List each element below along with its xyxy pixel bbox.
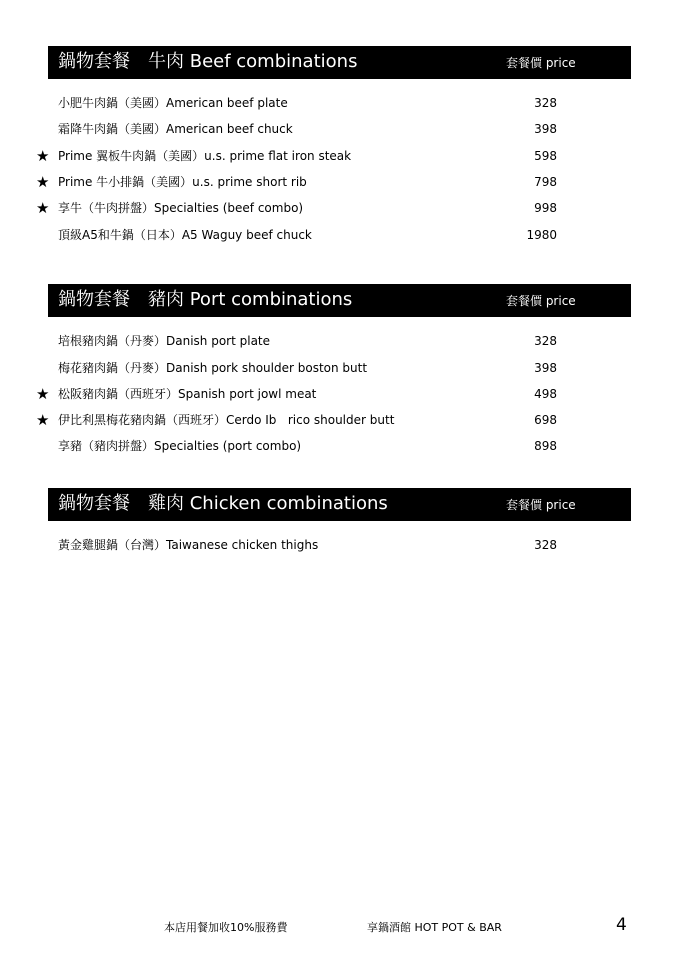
menu-item xyxy=(0,119,679,139)
item-price: 328 xyxy=(534,334,557,348)
star-icon: ★ xyxy=(36,147,50,165)
item-price: 398 xyxy=(534,361,557,375)
star-icon: ★ xyxy=(36,173,50,191)
menu-item xyxy=(0,358,679,378)
item-name: Prime 翼板牛肉鍋（美國）u.s. prime flat iron steak xyxy=(58,149,352,163)
star-icon: ★ xyxy=(36,411,50,429)
menu-item xyxy=(0,198,679,218)
item-name: 頂級A5和牛鍋（日本）A5 Waguy beef chuck xyxy=(58,228,312,242)
menu-item xyxy=(0,146,679,166)
item-price: 798 xyxy=(534,175,557,189)
item-name: 培根豬肉鍋（丹麥）Danish port plate xyxy=(58,334,271,348)
menu-item xyxy=(0,331,679,351)
item-price: 998 xyxy=(534,201,557,215)
chicken-price-label: 套餐價 price xyxy=(506,498,576,512)
service-charge-note: 本店用餐加收10%服務費 xyxy=(164,921,288,934)
page-footer xyxy=(0,917,679,941)
menu-item xyxy=(0,384,679,404)
pork-section-header xyxy=(48,284,631,317)
star-icon: ★ xyxy=(36,385,50,403)
page-number: 4 xyxy=(616,915,627,935)
item-price: 398 xyxy=(534,122,557,136)
item-name: 霜降牛肉鍋（美國）American beef chuck xyxy=(58,122,293,136)
menu-item xyxy=(0,535,679,555)
pork-section-title: 鍋物套餐 豬肉 Port combinations xyxy=(58,289,353,310)
menu-item xyxy=(0,225,679,245)
item-price: 698 xyxy=(534,413,557,427)
star-icon: ★ xyxy=(36,199,50,217)
item-name: 小肥牛肉鍋（美國）American beef plate xyxy=(58,96,288,110)
chicken-section-title: 鍋物套餐 雞肉 Chicken combinations xyxy=(58,493,388,514)
item-price: 328 xyxy=(534,538,557,552)
menu-item xyxy=(0,410,679,430)
beef-price-label: 套餐價 price xyxy=(506,56,576,70)
item-price: 498 xyxy=(534,387,557,401)
item-name: 伊比利黑梅花豬肉鍋（西班牙）Cerdo Ib rico shoulder butt xyxy=(58,413,395,427)
beef-section-header xyxy=(48,46,631,79)
item-name: 松阪豬肉鍋（西班牙）Spanish port jowl meat xyxy=(58,387,317,401)
menu-item xyxy=(0,172,679,192)
item-price: 898 xyxy=(534,439,557,453)
menu-item xyxy=(0,436,679,456)
item-price: 1980 xyxy=(526,228,557,242)
item-name: 享豬（豬肉拼盤）Specialties (port combo) xyxy=(58,439,302,453)
restaurant-brand: 享鍋酒館 HOT POT & BAR xyxy=(367,921,502,934)
chicken-section-header xyxy=(48,488,631,521)
beef-section-title: 鍋物套餐 牛肉 Beef combinations xyxy=(58,51,358,72)
item-name: 梅花豬肉鍋（丹麥）Danish pork shoulder boston butt xyxy=(58,361,368,375)
item-name: Prime 牛小排鍋（美國）u.s. prime short rib xyxy=(58,175,307,189)
pork-price-label: 套餐價 price xyxy=(506,294,576,308)
item-price: 328 xyxy=(534,96,557,110)
item-name: 黃金雞腿鍋（台灣）Taiwanese chicken thighs xyxy=(58,538,319,552)
item-price: 598 xyxy=(534,149,557,163)
item-name: 享牛（牛肉拼盤）Specialties (beef combo) xyxy=(58,201,304,215)
menu-item xyxy=(0,93,679,113)
